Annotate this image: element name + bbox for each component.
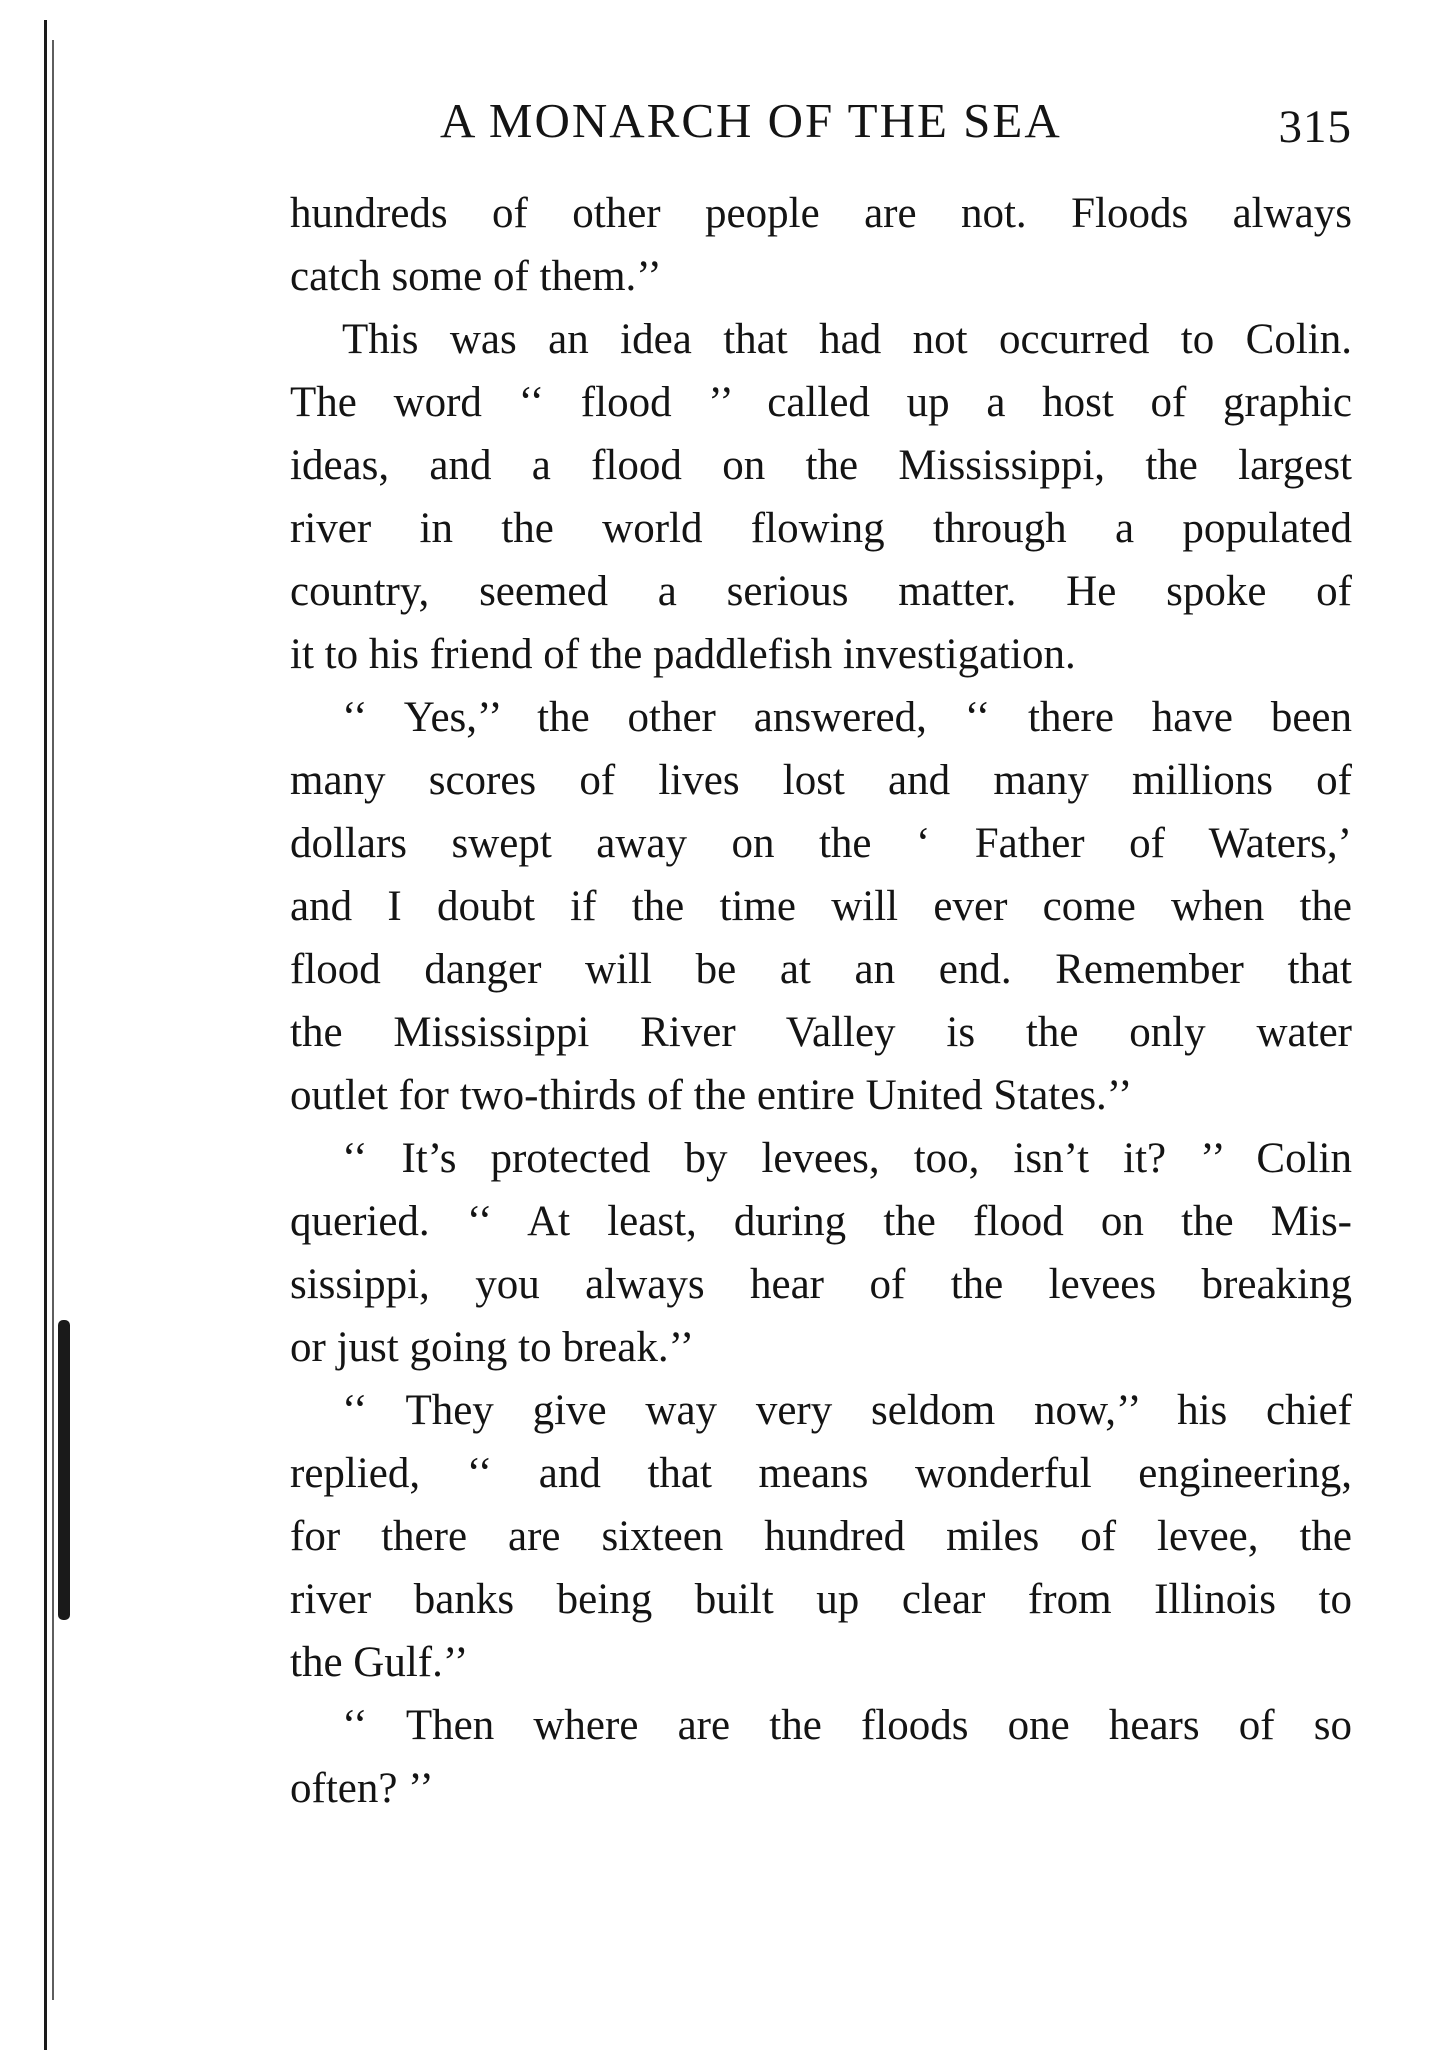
text-line: ‘‘ They give way very seldom now,’’ his chief bbox=[342, 1387, 1352, 1434]
running-head: A MONARCH OF THE SEA bbox=[440, 93, 1062, 148]
text-line: or just going to break.’’ bbox=[290, 1324, 695, 1371]
text-line: often? ’’ bbox=[290, 1765, 434, 1812]
text-line: and I doubt if the time will ever come when the bbox=[290, 883, 1352, 930]
body-text bbox=[290, 182, 1352, 1820]
gutter-line bbox=[44, 20, 47, 2050]
text-line: ideas, and a flood on the Mississippi, the largest bbox=[290, 442, 1352, 489]
gutter-line bbox=[52, 40, 54, 2000]
text-line: many scores of lives lost and many millions of bbox=[290, 757, 1352, 804]
text-line: replied, ‘‘ and that means wonderful engineering, bbox=[290, 1450, 1352, 1497]
text-line: The word ‘‘ flood ’’ called up a host of graphic bbox=[290, 379, 1352, 426]
text-line: catch some of them.’’ bbox=[290, 253, 662, 300]
page-header bbox=[440, 92, 1352, 162]
text-line: ‘‘ It’s protected by levees, too, isn’t it? ’’ Colin bbox=[342, 1135, 1352, 1182]
text-line: river banks being built up clear from Illinois to bbox=[290, 1576, 1352, 1623]
text-line: the Mississippi River Valley is the only water bbox=[290, 1009, 1352, 1056]
gutter-line bbox=[58, 1320, 70, 1620]
text-line: it to his friend of the paddlefish investigation. bbox=[290, 631, 1076, 678]
text-line: hundreds of other people are not. Floods always bbox=[290, 190, 1352, 237]
text-line: for there are sixteen hundred miles of levee, the bbox=[290, 1513, 1352, 1560]
page-number: 315 bbox=[1278, 101, 1352, 153]
text-line: the Gulf.’’ bbox=[290, 1639, 469, 1686]
text-line: river in the world flowing through a populated bbox=[290, 505, 1352, 552]
text-line: This was an idea that had not occurred to Colin. bbox=[342, 316, 1352, 363]
text-line: ‘‘ Yes,’’ the other answered, ‘‘ there have been bbox=[342, 694, 1352, 741]
text-line: queried. ‘‘ At least, during the flood on the Mis- bbox=[290, 1198, 1352, 1245]
text-line: outlet for two-thirds of the entire United States.’’ bbox=[290, 1072, 1133, 1119]
text-line: dollars swept away on the ‘ Father of Waters,’ bbox=[290, 820, 1352, 867]
text-line: ‘‘ Then where are the floods one hears of so bbox=[342, 1702, 1352, 1749]
text-line: flood danger will be at an end. Remember that bbox=[290, 946, 1352, 993]
text-line: sissippi, you always hear of the levees breaking bbox=[290, 1261, 1352, 1308]
text-line: country, seemed a serious matter. He spoke of bbox=[290, 568, 1352, 615]
